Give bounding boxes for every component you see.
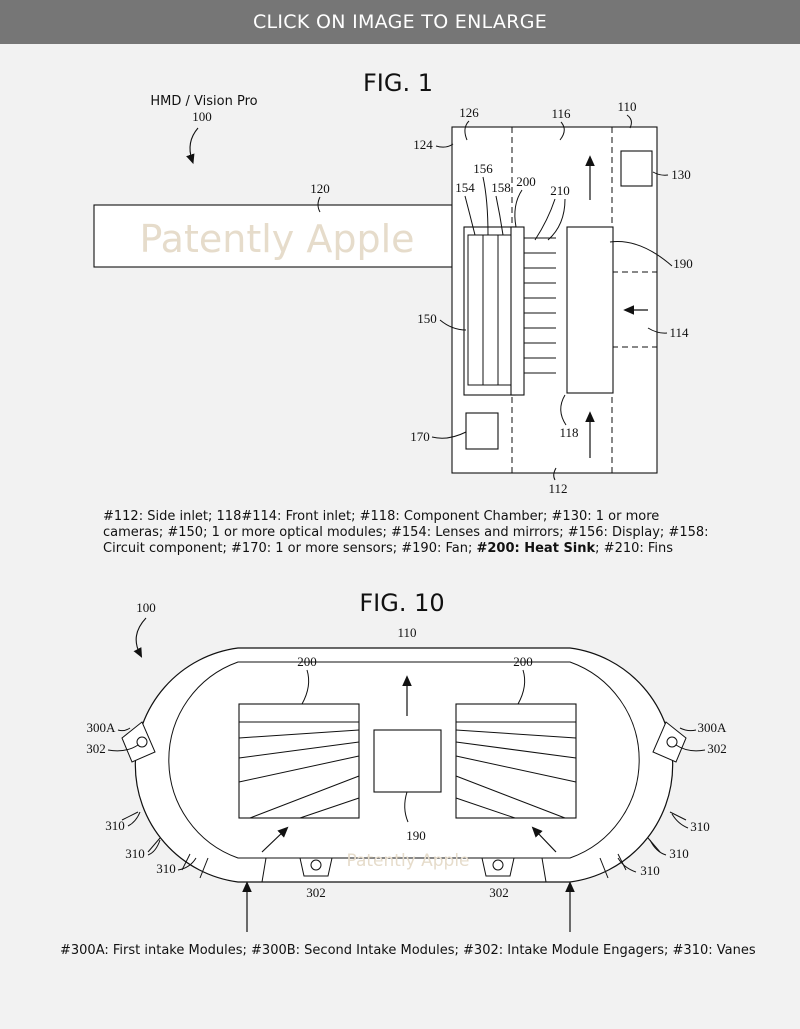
leader-310-e: [650, 840, 666, 855]
fig10-label-302-left: 302: [86, 741, 106, 756]
fig10-label-190: 190: [406, 828, 426, 843]
fig1-caption-text-end: ; #210: Fins: [595, 541, 674, 556]
engager-302-bottom-left: [311, 860, 321, 870]
fig10-label-310-a: 310: [105, 818, 125, 833]
fig1-caption: [103, 509, 723, 557]
fig10-label-310-f: 310: [640, 863, 660, 878]
figure-1[interactable]: [0, 44, 800, 504]
fig10-label-302-right: 302: [707, 741, 727, 756]
fig10-label-300a-right: 300A: [697, 720, 727, 735]
figure-1-drawing: [0, 44, 800, 504]
figure-10[interactable]: [0, 580, 800, 940]
fig10-label-200-right: 200: [513, 654, 533, 669]
heat-sink-200: [511, 227, 524, 395]
fig1-label-150: 150: [417, 311, 437, 326]
leader-300a-right: [680, 728, 696, 731]
fig1-label-114: 114: [669, 325, 689, 340]
leader-124: [436, 144, 453, 147]
fig1-label-130: 130: [671, 167, 691, 182]
fig1-label-154: 154: [455, 180, 475, 195]
engager-302-bottom-right: [493, 860, 503, 870]
engager-302-right: [667, 737, 677, 747]
fig1-label-124: 124: [413, 137, 433, 152]
fig1-label-120: 120: [310, 181, 330, 196]
engager-302-left: [137, 737, 147, 747]
fig1-device-label: HMD / Vision Pro: [150, 94, 258, 109]
fig1-label-210: 210: [550, 183, 570, 198]
fig10-caption: #300A: First intake Modules; #300B: Second Intake Modules; #302: Intake Module Engagers; #310: Vanes: [60, 943, 756, 958]
fig10-label-310-e: 310: [669, 846, 689, 861]
leader-310-b: [148, 840, 160, 855]
enlarge-banner[interactable]: [0, 0, 800, 44]
leader-110: [627, 115, 631, 128]
fan-190: [374, 730, 441, 792]
heat-sink-200-right: [456, 704, 576, 818]
fig10-label-310-b: 310: [125, 846, 145, 861]
fig1-caption-text: #112: Side inlet; 118#114: Front inlet; #118: Component Chamber; #130: 1 or more cameras; #150; 1 or more optical modules; #154: Lenses and mirrors; #156: Display; #158: Circuit component; #170: 1 or more sensors; #190: Fan;: [103, 509, 709, 556]
fig10-label-310-d: 310: [690, 819, 710, 834]
fig1-caption-bold: #200: Heat Sink: [476, 541, 596, 556]
fig10-label-302-bottom-right: 302: [489, 885, 509, 900]
circuit-158: [498, 235, 511, 385]
sensor-170: [466, 413, 498, 449]
fig1-label-112: 112: [548, 481, 568, 496]
watermark-fig1: Patently Apple: [139, 217, 415, 261]
fig1-label-116: 116: [551, 106, 571, 121]
enlarge-banner-label: CLICK ON IMAGE TO ENLARGE: [252, 11, 548, 33]
fig1-arrow-100: [190, 128, 198, 160]
fig10-label-100: 100: [136, 600, 156, 615]
fig1-label-118: 118: [559, 425, 579, 440]
camera-130: [621, 151, 652, 186]
fig1-label-190: 190: [673, 256, 693, 271]
fig10-label-300a-left: 300A: [86, 720, 116, 735]
leader-300a-left: [118, 728, 130, 731]
fig1-label-158: 158: [491, 180, 511, 195]
fig10-title: FIG. 10: [359, 589, 445, 617]
fig1-label-156: 156: [473, 161, 493, 176]
heat-sink-200-left: [239, 704, 359, 818]
fig1-label-100: 100: [192, 109, 212, 124]
fig1-label-200: 200: [516, 174, 536, 189]
lenses-154: [468, 235, 483, 385]
fig1-title: FIG. 1: [362, 69, 434, 97]
watermark-fig10: Patently Apple: [346, 851, 470, 871]
fan-190: [567, 227, 613, 393]
fig10-label-110: 110: [397, 625, 417, 640]
figure-10-drawing: [0, 580, 800, 940]
fig10-label-302-bottom-left: 302: [306, 885, 326, 900]
display-156: [483, 235, 498, 385]
fig10-arrow-100: [136, 618, 146, 654]
fig1-label-126: 126: [459, 105, 479, 120]
fig10-label-310-c: 310: [156, 861, 176, 876]
fig10-label-200-left: 200: [297, 654, 317, 669]
leader-310-d: [672, 814, 688, 828]
fig1-label-110: 110: [617, 99, 637, 114]
fig1-label-170: 170: [410, 429, 430, 444]
